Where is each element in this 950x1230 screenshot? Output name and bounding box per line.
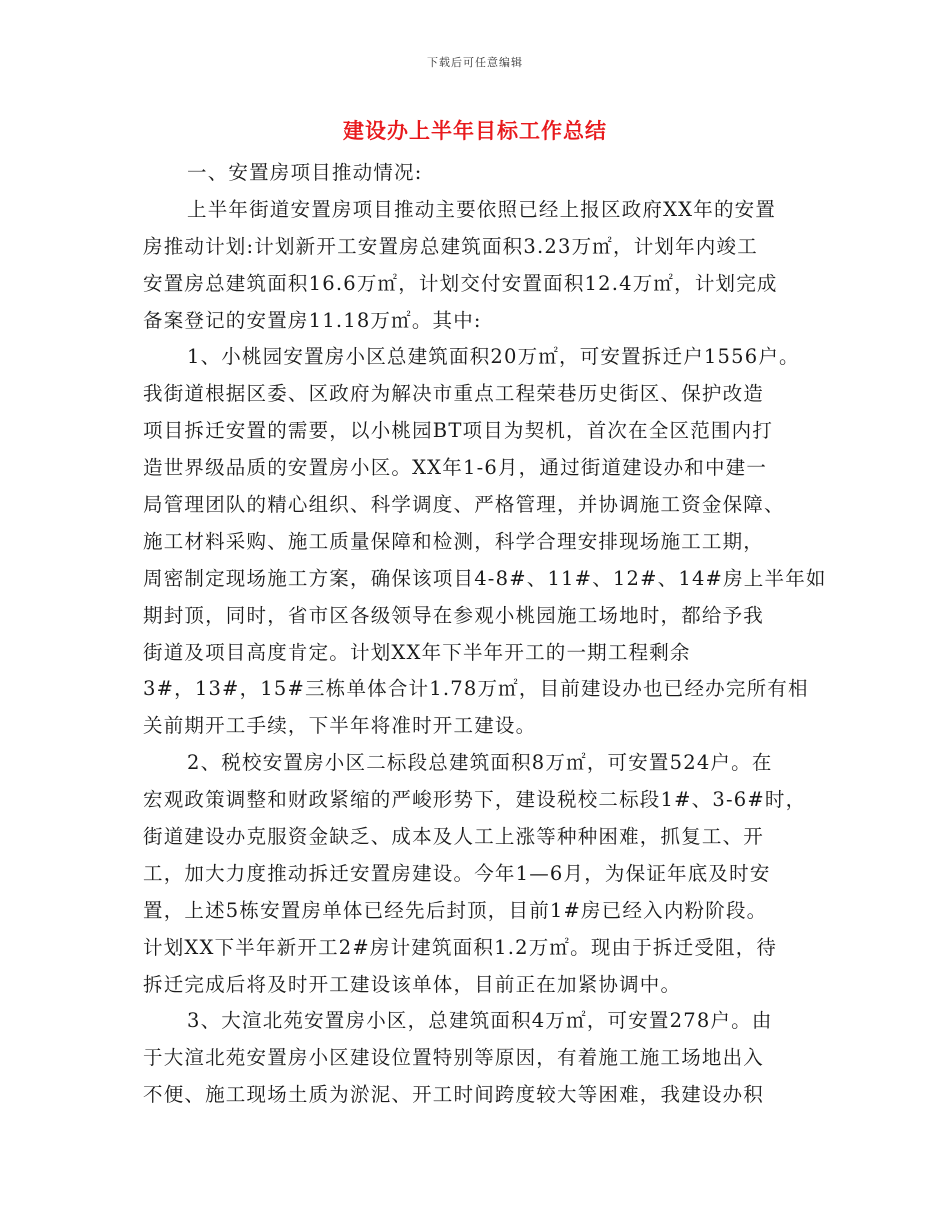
text-line: 置，上述5栋安置房单体已经先后封顶，目前1#房已经入内粉阶段。 bbox=[143, 898, 768, 922]
text-line: 项目拆迁安置的需要，以小桃园BT项目为契机，首次在全区范围内打 bbox=[143, 419, 774, 443]
text-line: 我街道根据区委、区政府为解决市重点工程荣巷历史街区、保护改造 bbox=[143, 382, 765, 406]
text-line: 备案登记的安置房11.18万㎡。其中: bbox=[143, 308, 482, 332]
text-line: 周密制定现场施工方案，确保该项目4-8#、11#、12#、14#房上半年如 bbox=[143, 566, 827, 590]
text-line: 1、小桃园安置房小区总建筑面积20万㎡，可安置拆迁户1556户。 bbox=[187, 345, 800, 369]
text-line: 计划XX下半年新开工2#房计建筑面积1.2万㎡。现由于拆迁受阻，待 bbox=[143, 935, 778, 959]
text-line: 造世界级品质的安置房小区。XX年1-6月，通过街道建设办和中建一 bbox=[143, 456, 768, 480]
document-body bbox=[143, 155, 827, 1114]
text-line: 街道及项目高度肯定。计划XX年下半年开工的一期工程剩余 bbox=[143, 640, 691, 664]
text-line: 一、安置房项目推动情况: bbox=[187, 161, 423, 184]
text-line: 关前期开工手续，下半年将准时开工建设。 bbox=[143, 714, 537, 738]
document-title: 建设办上半年目标工作总结 bbox=[343, 118, 607, 143]
text-line: 3#，13#，15#三栋单体合计1.78万㎡，目前建设办也已经办完所有相 bbox=[143, 677, 809, 701]
text-line: 上半年街道安置房项目推动主要依照已经上报区政府XX年的安置 bbox=[187, 197, 777, 221]
text-line: 安置房总建筑面积16.6万㎡，计划交付安置面积12.4万㎡，计划完成 bbox=[143, 271, 778, 295]
text-line: 局管理团队的精心组织、科学调度、严格管理，并协调施工资金保障、 bbox=[143, 493, 785, 517]
text-line: 拆迁完成后将及时开工建设该单体，目前正在加紧协调中。 bbox=[143, 972, 682, 996]
text-line: 2、税校安置房小区二标段总建筑面积8万㎡，可安置524户。在 bbox=[187, 751, 773, 775]
text-line: 工，加大力度推动拆迁安置房建设。今年1—6月，为保证年底及时安 bbox=[143, 861, 771, 885]
text-line: 不便、施工现场土质为淤泥、开工时间跨度较大等困难，我建设办积 bbox=[143, 1083, 765, 1107]
text-line: 3、大渲北苑安置房小区，总建筑面积4万㎡，可安置278户。由 bbox=[187, 1009, 773, 1033]
header-note: 下载后可任意编辑 bbox=[427, 56, 523, 69]
text-line: 房推动计划:计划新开工安置房总建筑面积3.23万㎡，计划年内竣工 bbox=[143, 234, 758, 258]
text-line: 于大渲北苑安置房小区建设位置特别等原因，有着施工施工场地出入 bbox=[143, 1046, 765, 1070]
text-line: 施工材料采购、施工质量保障和检测，科学合理安排现场施工工期， bbox=[143, 529, 765, 553]
text-line: 宏观政策调整和财政紧缩的严峻形势下，建设税校二标段1#、3-6#时， bbox=[143, 788, 807, 812]
text-line: 街道建设办克服资金缺乏、成本及人工上涨等种种困难，抓复工、开 bbox=[143, 825, 765, 849]
text-line: 期封顶，同时，省市区各级领导在参观小桃园施工场地时，都给予我 bbox=[143, 603, 765, 627]
